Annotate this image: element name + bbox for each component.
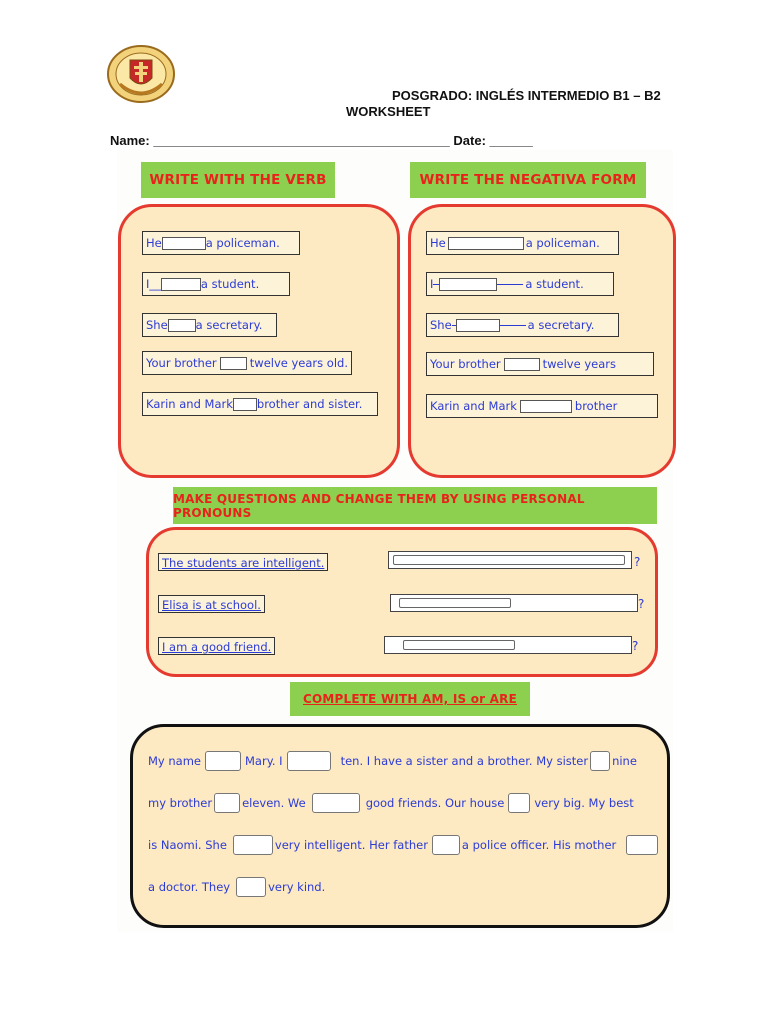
paragraph-line-4 [148,877,325,897]
negative-item-1-after: a policeman. [525,236,600,250]
complete-section-title: COMPLETE WITH AM, IS or ARE [290,682,530,716]
negative-section-title: WRITE THE NEGATIVA FORM [410,162,646,198]
paragraph-blank-9[interactable] [626,835,658,855]
question-mark-1: ? [634,555,641,569]
paragraph-blank-3[interactable] [590,751,610,771]
verb-item-5 [142,392,378,416]
negative-item-5 [426,394,658,418]
negative-item-5-after: brother [574,399,618,413]
negative-item-4-after: twelve years [542,357,616,371]
negative-item-3 [426,313,619,337]
negative-item-2-after: a student. [525,277,584,291]
question-sentence-1: The students are intelligent. [158,553,328,571]
paragraph-line-2 [148,793,634,813]
name-date-line: Name: _________________________________________ Date: ______ [110,133,533,148]
paragraph-blank-2[interactable] [287,751,331,771]
verb-item-1-before: He [146,236,162,250]
verb-item-2-before: I__ [146,277,161,291]
para-l4a: a doctor. They [148,880,231,894]
negative-item-4 [426,352,654,376]
negative-item-2 [426,272,614,296]
para-l1c: ten. I have a sister and a brother. My sister [340,754,589,768]
verb-blank-1[interactable] [162,237,206,250]
questions-section-title: MAKE QUESTIONS AND CHANGE THEM BY USING PERSONAL PRONOUNS [173,487,657,524]
negative-item-2-before: I [430,277,434,291]
para-l1d: nine [612,754,637,768]
paragraph-blank-6[interactable] [508,793,530,813]
course-title: POSGRADO: INGLÉS INTERMEDIO B1 – B2 [392,88,661,103]
verb-item-4 [142,351,352,375]
negative-blank-4[interactable] [504,358,540,371]
para-l1b: Mary. I [245,754,283,768]
question-answer-3[interactable] [384,636,632,654]
paragraph-blank-7[interactable] [233,835,273,855]
verb-item-3-before: She [146,318,168,332]
negative-blank-2[interactable] [439,278,497,291]
question-answer-2[interactable] [390,594,638,612]
verb-item-1-after: a policeman. [205,236,280,250]
verb-item-4-after: twelve years old. [249,356,348,370]
verb-blank-5[interactable] [233,398,257,411]
negative-blank-3[interactable] [456,319,500,332]
para-l2d: very big. My best [534,796,634,810]
para-l3c: a police officer. His mother [461,838,617,852]
verb-item-3-after: a secretary. [195,318,263,332]
verb-item-1 [142,231,300,255]
worksheet-label: WORKSHEET [346,104,431,119]
para-l3a: is Naomi. She [148,838,227,852]
question-answer-1[interactable] [388,551,632,569]
negative-blank-5[interactable] [520,400,572,413]
paragraph-line-1 [148,751,637,771]
question-sentence-3: I am a good friend. [158,637,275,655]
para-l2c: good friends. Our house [365,796,505,810]
verb-section-title: WRITE WITH THE VERB [141,162,335,198]
negative-item-1-before: He [430,236,446,250]
paragraph-blank-4[interactable] [214,793,240,813]
paragraph-blank-10[interactable] [236,877,266,897]
para-l1a: My name [148,754,201,768]
negative-item-5-before: Karin and Mark [430,399,517,413]
negative-item-3-before: She [430,318,452,332]
paragraph-blank-8[interactable] [432,835,460,855]
verb-blank-3[interactable] [168,319,196,332]
question-mark-2: ? [638,597,645,611]
question-sentence-2: Elisa is at school. [158,595,265,613]
verb-item-3 [142,313,277,337]
verb-item-4-before: Your brother [146,356,217,370]
para-l2b: eleven. We [242,796,306,810]
negative-item-1 [426,231,619,255]
school-seal-logo [106,44,176,104]
negative-item-4-before: Your brother [430,357,501,371]
verb-blank-4[interactable] [220,357,247,370]
question-mark-3: ? [632,639,639,653]
verb-item-5-before: Karin and Mark [146,397,233,411]
negative-item-3-after: a secretary. [527,318,595,332]
paragraph-blank-1[interactable] [205,751,241,771]
verb-item-5-after: brother and sister. [256,397,363,411]
para-l4b: very kind. [268,880,326,894]
paragraph-line-3 [148,835,662,855]
verb-blank-2[interactable] [161,278,201,291]
verb-item-2-after: a student. [200,277,260,291]
para-l3b: very intelligent. Her father [274,838,428,852]
paragraph-blank-5[interactable] [312,793,360,813]
negative-blank-1[interactable] [448,237,524,250]
para-l2a: my brother [148,796,213,810]
verb-item-2 [142,272,290,296]
